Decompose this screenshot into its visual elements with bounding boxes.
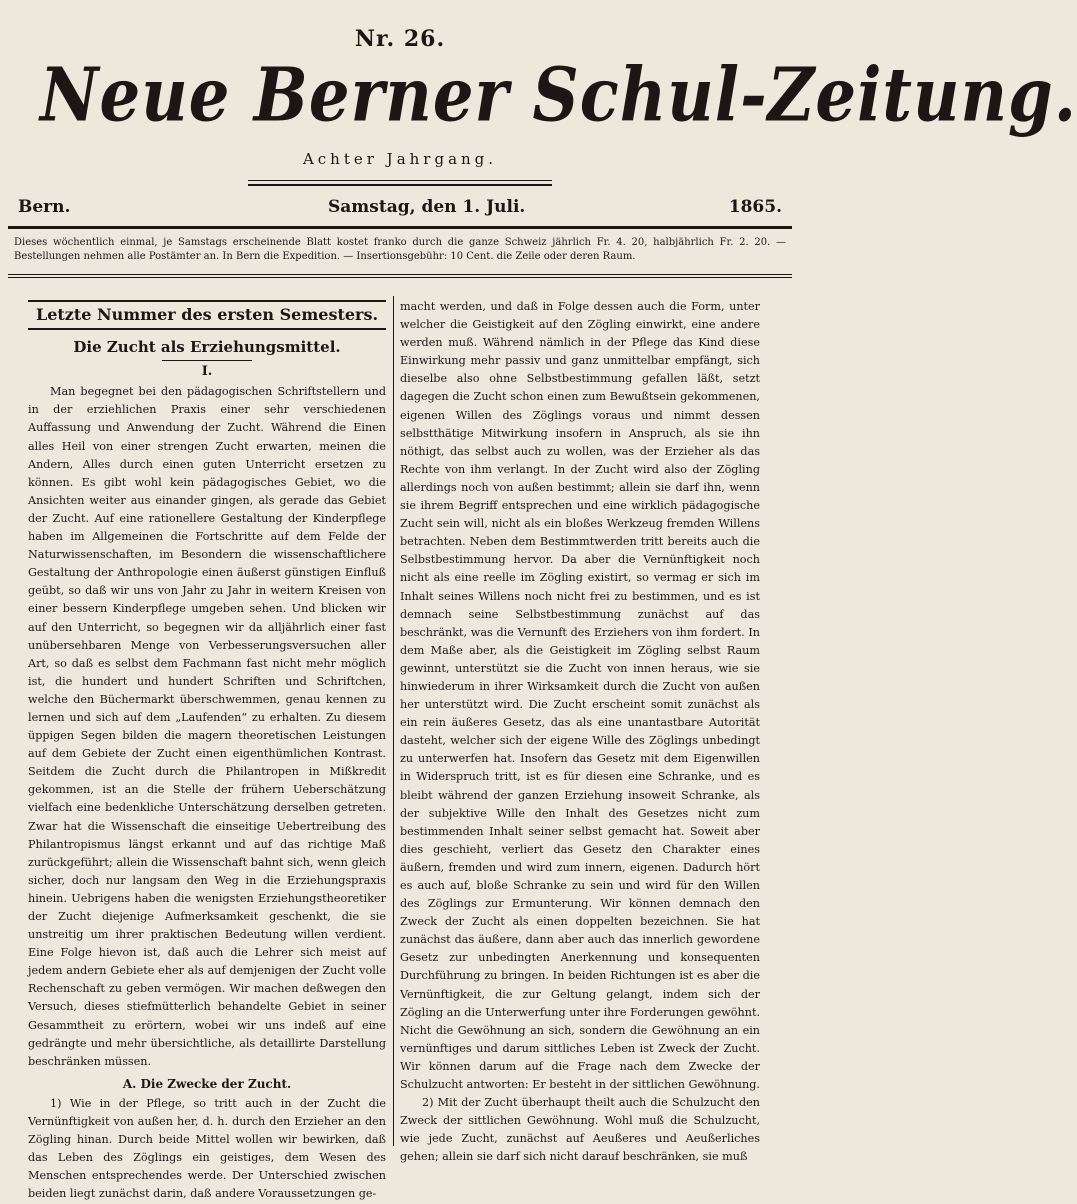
semester-banner: Letzte Nummer des ersten Semesters. bbox=[28, 300, 386, 330]
volume-label: Achter Jahrgang. bbox=[302, 150, 498, 168]
section-heading: A. Die Zwecke der Zucht. bbox=[122, 1076, 292, 1091]
subscription-notice: Dieses wöchentlich einmal, je Samstags erscheinende Blatt kostet franko durch die ganze Schweiz jährlich Fr. 4. 20, halbjährlich Fr. 2. 20. — Bestellungen nehmen alle Postämter an. In Bern die Expedition. — Insertionsgebühr: 10 Cent. die Zeile oder deren Raum. bbox=[14, 237, 786, 262]
dateline-place: Bern. bbox=[18, 197, 71, 217]
masthead-rule bbox=[248, 180, 552, 186]
part-number: I. bbox=[201, 364, 213, 380]
dateline-year: 1865. bbox=[728, 197, 782, 217]
body-paragraph: Man begegnet bei den pädagogischen Schriftstellern und in der erziehlichen Praxis einer sehr verschiedenen Auffassung und Anwendung der Zucht. Während die Einen alles Heil von einer strengen Zucht erwarten, meinen die Andern, Alles durch einen guten Unterricht ersetzen zu können. Es gibt wohl kein pädagogisches Gebiet, wo die Ansichten weiter aus einander gingen, als gerade das Gebiet der Zucht. Auf eine rationellere Gestaltung der Kinderpflege haben im Allgemeinen die Fortschritte auf dem Felde der Naturwissenschaften, im Besondern die wissenschaftlichere Gestaltung der Anthropologie einen äußerst günstigen Einfluß geübt, so daß wir uns von Jahr zu Jahr in weitern Kreisen von einer bessern Kinderpflege umgeben sehen. Und blicken wir auf den Unterricht, so begegnen wir da alljährlich einer fast unübersehbaren Menge von Verbesserungsversuchen aller Art, so daß es selbst dem Fachmann fast nicht mehr möglich ist, die hundert und hundert Schriften und Schriftchen, welche den Büchermarkt überschwemmen, genau kennen zu lernen und sich auf dem „Laufenden“ zu erhalten. Zu diesem üppigen Segen bilden die magern theoretischen Leistungen auf dem Gebiete der Zucht einen eigenthümlichen Kontrast. Seitdem die Zucht durch die Philantropen in Mißkredit gekommen, ist an die Stelle der frühern Ueberschätzung vielfach eine bedenkliche Unterschätzung derselben getreten. Zwar hat die Wissenschaft die einseitige Uebertreibung des Philantropismus längst erkannt und auf das richtige Maß zurückgeführt; allein die Wissenschaft bahnt sich, wenn gleich sicher, doch nur langsam den Weg in die Erziehungspraxis hinein. Uebrigens haben die wenigsten Erziehungstheoretiker der Zucht diejenige Aufmerksamkeit geschenkt, die sie unstreitig um ihrer praktischen Bedeutung willen verdient. Eine Folge hievon ist, daß auch die Lehrer sich meist auf jedem andern Gebiete eher als auf demjenigen der Zucht volle Rechenschaft zu geben vermögen. Wir machen deßwegen den Versuch, dieses stiefmütterlich behandelte Gebiet in seiner Gesammtheit zu erörtern, wobei wir uns indeß auf eine gedrängte und mehr übersichtliche, als detaillirte Darstellung beschränken müssen. bbox=[28, 385, 386, 1068]
notice-rule bbox=[8, 274, 792, 278]
dateline-rule bbox=[8, 226, 792, 229]
left-column bbox=[28, 300, 386, 1204]
body-paragraph: macht werden, und daß in Folge dessen auch die Form, unter welcher die Geistigkeit auf den Zögling einwirkt, eine andere werden muß. Während nämlich in der Pflege das Kind diese Einwirkung mehr passiv und ganz unmittelbar empfängt, sich dieselbe also ohne Selbstbestimmung gefallen läßt, setzt dagegen die Zucht schon einen zum Bewußtsein gekommenen, eigenen Willen des Zöglings voraus und nimmt dessen selbstthätige Mitwirkung insofern in Anspruch, als sie ihn nöthigt, das selbst auch zu wollen, was der Erzieher als das Rechte von ihm verlangt. In der Zucht wird also der Zögling allerdings noch von außen bestimmt; allein sie darf ihn, wenn sie ihrem Begriff entsprechen und eine wirklich pädagogische Zucht sein will, nicht als ein bloßes Werkzeug fremden Willens betrachten. Neben dem Bestimmtwerden tritt bereits auch die Selbstbestimmung hervor. Da aber die Vernünftigkeit noch nicht als eine reelle im Zögling existirt, so vermag er sich im Inhalt seines Willens noch nicht frei zu bestimmen, und es ist demnach seine Selbstbestimmung zunächst auf das beschränkt, was die Vernunft des Erziehers von ihm fordert. In dem Maße aber, als die Geistigkeit im Zögling selbst Raum gewinnt, unterstützt sie die Zucht von innen heraus, wie sie hinwiederum in ihrer Wirksamkeit durch die Zucht von außen her unterstützt wird. Die Zucht erscheint somit zunächst als ein rein äußeres Gesetz, das als eine unantastbare Autorität dasteht, welcher sich der eigene Wille des Zöglings unbedingt zu unterwerfen hat. Insofern das Gesetz mit dem Eigenwillen in Widerspruch tritt, ist es für diesen eine Schranke, und es bleibt während der ganzen Erziehung insoweit Schranke, als der subjektive Wille den Inhalt des Gesetzes nicht zum bestimmenden Inhalt seiner selbst gemacht hat. Soweit aber dies geschieht, verliert das Gesetz den Charakter eines äußern, fremden und wird zum innern, eigenen. Dadurch hört es auch auf, bloße Schranke zu sein und wird für den Willen des Zöglings zur Ermunterung. Wir können demnach den Zweck der Zucht als einen doppelten bezeichnen. Sie hat zunächst das äußere, dann aber auch das innerlich gewordene Gesetz zur unbedingten Anerkennung und konsequenten Durchführung zu bringen. In beiden Richtungen ist es aber die Vernünftigkeit, die zur Geltung gelangt, indem sich der Zögling an die Unterwerfung unter ihre Forderungen gewöhnt. Nicht die Gewöhnung an sich, sondern die Gewöhnung an ein vernünftiges und darum sittliches Leben ist Zweck der Zucht. Wir können darum auf die Frage nach dem Zwecke der Schulzucht antworten: Er besteht in der sittlichen Gewöhnung. bbox=[400, 300, 760, 1092]
body-paragraph: 1) Wie in der Pflege, so tritt auch in der Zucht die Vernünftigkeit von außen her, d. h. durch den Erzieher an den Zögling hinan. Durch beide Mittel wollen wir bewirken, daß das Leben des Zöglings ein geistiges, dem Wesen des Menschen entsprechendes werde. Der Unterschied zwischen beiden liegt zunächst darin, daß andere Voraussetzungen ge- bbox=[28, 1096, 386, 1201]
dateline bbox=[18, 197, 782, 221]
issue-number: Nr. 26. bbox=[354, 26, 446, 52]
body-paragraph: 2) Mit der Zucht überhaupt theilt auch die Schulzucht den Zweck der sittlichen Gewöhnung. Wohl muß die Schulzucht, wie jede Zucht, zunächst auf Aeußeres und Aeußerliches gehen; allein sie darf sich nicht darauf beschränken, sie muß bbox=[400, 1096, 760, 1164]
article-title: Die Zucht als Erziehungsmittel. bbox=[73, 338, 341, 357]
title-rule bbox=[162, 360, 252, 361]
dateline-date: Samstag, den 1. Juli. bbox=[328, 197, 526, 217]
column-divider bbox=[393, 296, 394, 1146]
newspaper-title: Neue Berner Schul-Zeitung. bbox=[40, 52, 1077, 139]
right-column bbox=[400, 298, 760, 1167]
